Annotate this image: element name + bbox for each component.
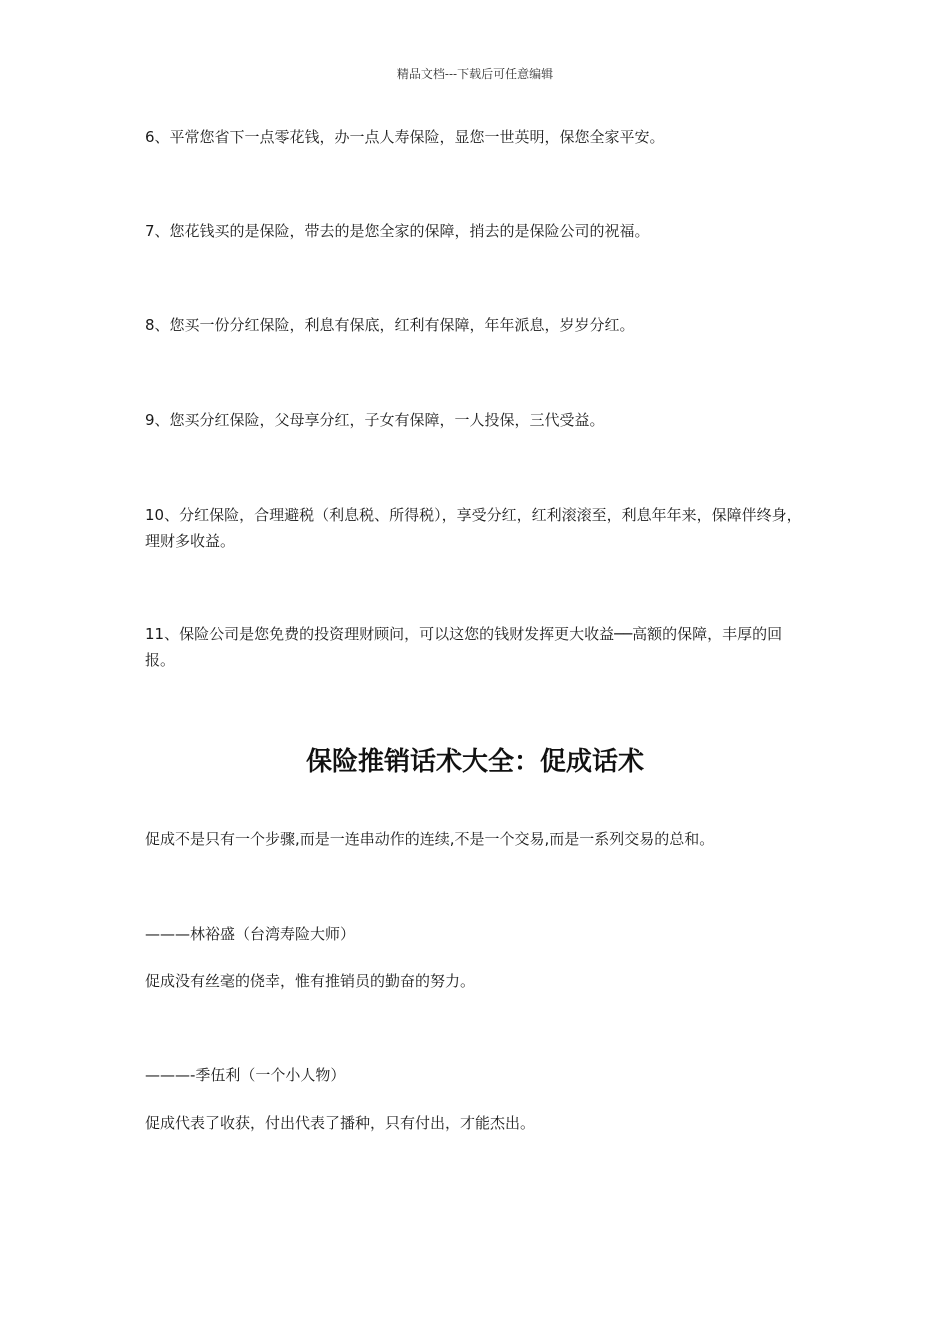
attribution-lin: ———林裕盛（台湾寿险大师）	[145, 925, 356, 943]
attribution-ji: ———-季伍利（一个小人物）	[145, 1066, 346, 1084]
paragraph-6: 6、平常您省下一点零花钱，办一点人寿保险，显您一世英明，保您全家平安。	[145, 128, 665, 146]
paragraph-8: 8、您买一份分红保险，利息有保底，红利有保障，年年派息，岁岁分红。	[145, 316, 635, 334]
page-header: 精品文档---下载后可任意编辑	[396, 67, 554, 81]
paragraph-7: 7、您花钱买的是保险，带去的是您全家的保障，捎去的是保险公司的祝福。	[145, 222, 650, 240]
promotion-quote-2: 促成没有丝毫的侥幸，惟有推销员的勤奋的努力。	[145, 972, 476, 990]
promotion-quote-3: 促成代表了收获，付出代表了播种，只有付出，才能杰出。	[145, 1114, 536, 1132]
section-title: 保险推销话术大全：促成话术	[305, 747, 644, 777]
promotion-intro: 促成不是只有一个步骤,而是一连串动作的连续,不是一个交易,而是一系列交易的总和。	[145, 830, 715, 848]
paragraph-11: 11、保险公司是您免费的投资理财顾问，可以这您的钱财发挥更大收益──高额的保障，丰厚的回报。	[145, 625, 783, 669]
paragraph-9: 9、您买分红保险，父母享分红，子女有保障，一人投保，三代受益。	[145, 411, 605, 429]
paragraph-10: 10、分红保险，合理避税（利息税、所得税），享受分红，红利滚滚至，利息年年来，保障伴终身，理财多收益。	[145, 506, 802, 550]
